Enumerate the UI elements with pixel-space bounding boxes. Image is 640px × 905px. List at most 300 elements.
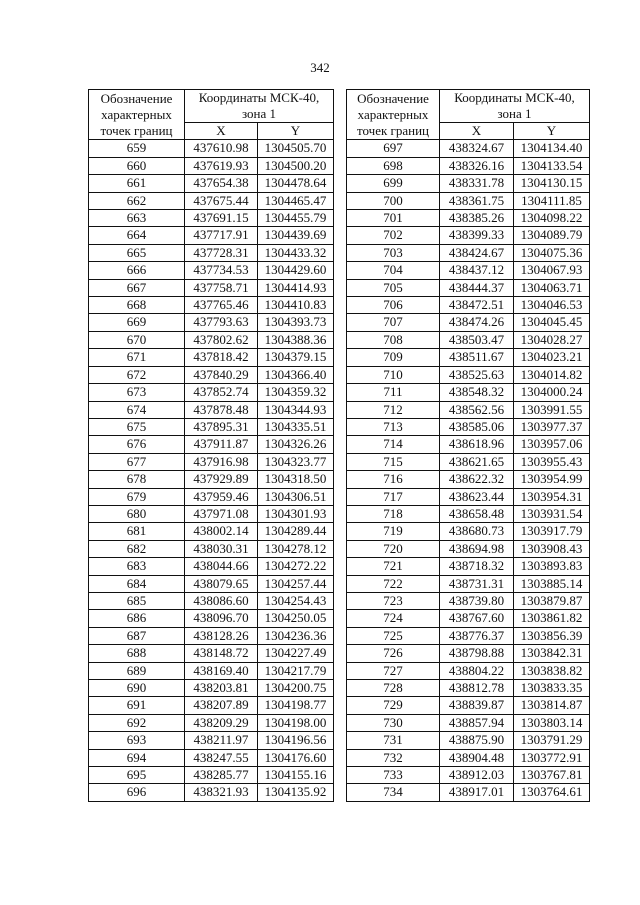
x-coordinate-cell: 437717.91 <box>185 227 258 244</box>
point-number-cell: 681 <box>89 523 185 540</box>
point-number-cell: 665 <box>89 244 185 261</box>
y-coordinate-cell: 1304028.27 <box>514 331 590 348</box>
point-number-cell: 688 <box>89 645 185 662</box>
x-coordinate-cell: 438798.88 <box>440 645 514 662</box>
y-coordinate-cell: 1304046.53 <box>514 297 590 314</box>
table-row <box>89 349 334 366</box>
y-coordinate-cell: 1304465.47 <box>258 192 334 209</box>
y-coordinate-cell: 1304023.21 <box>514 349 590 366</box>
point-number-cell: 670 <box>89 331 185 348</box>
point-number-cell: 666 <box>89 262 185 279</box>
table-row <box>89 384 334 401</box>
table-row <box>347 314 590 331</box>
y-coordinate-cell: 1304111.85 <box>514 192 590 209</box>
table-row <box>347 297 590 314</box>
x-coordinate-cell: 438917.01 <box>440 784 514 801</box>
table-row <box>89 714 334 731</box>
point-number-cell: 660 <box>89 157 185 174</box>
x-coordinate-cell: 438812.78 <box>440 680 514 697</box>
x-coordinate-cell: 438148.72 <box>185 645 258 662</box>
coordinates-table-right <box>346 89 590 802</box>
table-row <box>89 680 334 697</box>
point-number-cell: 664 <box>89 227 185 244</box>
x-coordinate-cell: 438474.26 <box>440 314 514 331</box>
table-row <box>347 418 590 435</box>
table-row <box>89 175 334 192</box>
x-coordinate-cell: 438472.51 <box>440 297 514 314</box>
y-coordinate-cell: 1303833.35 <box>514 680 590 697</box>
y-coordinate-cell: 1304014.82 <box>514 366 590 383</box>
y-coordinate-cell: 1304379.15 <box>258 349 334 366</box>
table-row <box>347 262 590 279</box>
point-number-cell: 675 <box>89 418 185 435</box>
y-column-header: Y <box>514 123 590 140</box>
point-number-cell: 712 <box>347 401 440 418</box>
x-coordinate-cell: 437610.98 <box>185 140 258 157</box>
y-coordinate-cell: 1304335.51 <box>258 418 334 435</box>
y-coordinate-cell: 1304323.77 <box>258 453 334 470</box>
point-number-cell: 725 <box>347 627 440 644</box>
point-number-cell: 733 <box>347 767 440 784</box>
y-coordinate-cell: 1303879.87 <box>514 592 590 609</box>
point-number-cell: 694 <box>89 749 185 766</box>
table-row <box>89 314 334 331</box>
y-coordinate-cell: 1303764.61 <box>514 784 590 801</box>
table-row <box>347 505 590 522</box>
table-row <box>347 680 590 697</box>
x-coordinate-cell: 438658.48 <box>440 505 514 522</box>
point-number-cell: 661 <box>89 175 185 192</box>
table-row <box>89 401 334 418</box>
x-coordinate-cell: 438548.32 <box>440 384 514 401</box>
point-number-cell: 731 <box>347 732 440 749</box>
y-coordinate-cell: 1304075.36 <box>514 244 590 261</box>
table-row <box>89 366 334 383</box>
point-number-cell: 728 <box>347 680 440 697</box>
point-number-cell: 685 <box>89 592 185 609</box>
table-row <box>347 610 590 627</box>
y-coordinate-cell: 1304301.93 <box>258 505 334 522</box>
x-coordinate-cell: 437971.08 <box>185 505 258 522</box>
y-coordinate-cell: 1304366.40 <box>258 366 334 383</box>
y-coordinate-cell: 1304067.93 <box>514 262 590 279</box>
y-coordinate-cell: 1303931.54 <box>514 505 590 522</box>
y-coordinate-cell: 1304272.22 <box>258 558 334 575</box>
table-row <box>347 140 590 157</box>
x-coordinate-cell: 437758.71 <box>185 279 258 296</box>
point-number-cell: 677 <box>89 453 185 470</box>
table-row <box>89 558 334 575</box>
table-row <box>347 749 590 766</box>
point-number-cell: 692 <box>89 714 185 731</box>
y-coordinate-cell: 1303955.43 <box>514 453 590 470</box>
point-number-cell: 706 <box>347 297 440 314</box>
y-coordinate-cell: 1303791.29 <box>514 732 590 749</box>
x-column-header: X <box>440 123 514 140</box>
point-number-cell: 713 <box>347 418 440 435</box>
y-coordinate-cell: 1303838.82 <box>514 662 590 679</box>
point-number-cell: 701 <box>347 210 440 227</box>
table-row <box>347 575 590 592</box>
table-row <box>89 471 334 488</box>
point-number-cell: 693 <box>89 732 185 749</box>
point-label-header: Обозначение характерных точек границ <box>347 90 440 140</box>
table-row <box>89 331 334 348</box>
table-row <box>89 418 334 435</box>
table-row <box>89 436 334 453</box>
y-coordinate-cell: 1304344.93 <box>258 401 334 418</box>
y-coordinate-cell: 1304429.60 <box>258 262 334 279</box>
x-coordinate-cell: 437793.63 <box>185 314 258 331</box>
y-coordinate-cell: 1303954.31 <box>514 488 590 505</box>
x-coordinate-cell: 438776.37 <box>440 627 514 644</box>
y-coordinate-cell: 1304176.60 <box>258 749 334 766</box>
x-coordinate-cell: 438503.47 <box>440 331 514 348</box>
table-body-right <box>347 140 590 801</box>
table-row <box>347 157 590 174</box>
point-number-cell: 671 <box>89 349 185 366</box>
x-coordinate-cell: 438321.93 <box>185 784 258 801</box>
y-coordinate-cell: 1303885.14 <box>514 575 590 592</box>
y-coordinate-cell: 1304200.75 <box>258 680 334 697</box>
x-coordinate-cell: 438804.22 <box>440 662 514 679</box>
x-coordinate-cell: 437929.89 <box>185 471 258 488</box>
x-coordinate-cell: 437765.46 <box>185 297 258 314</box>
x-coordinate-cell: 437840.29 <box>185 366 258 383</box>
point-number-cell: 705 <box>347 279 440 296</box>
point-number-cell: 716 <box>347 471 440 488</box>
x-coordinate-cell: 438169.40 <box>185 662 258 679</box>
table-body-left <box>89 140 334 801</box>
y-coordinate-cell: 1303957.06 <box>514 436 590 453</box>
y-coordinate-cell: 1303991.55 <box>514 401 590 418</box>
x-coordinate-cell: 438839.87 <box>440 697 514 714</box>
point-number-cell: 718 <box>347 505 440 522</box>
y-coordinate-cell: 1303814.87 <box>514 697 590 714</box>
point-number-cell: 703 <box>347 244 440 261</box>
table-row <box>347 436 590 453</box>
y-coordinate-cell: 1304000.24 <box>514 384 590 401</box>
coordinates-header: Координаты МСК-40, зона 1 <box>185 90 334 123</box>
x-coordinate-cell: 438079.65 <box>185 575 258 592</box>
point-number-cell: 708 <box>347 331 440 348</box>
table-row <box>89 645 334 662</box>
x-coordinate-cell: 438385.26 <box>440 210 514 227</box>
table-row <box>347 366 590 383</box>
point-number-cell: 730 <box>347 714 440 731</box>
y-coordinate-cell: 1303772.91 <box>514 749 590 766</box>
x-coordinate-cell: 438424.67 <box>440 244 514 261</box>
x-coordinate-cell: 438030.31 <box>185 540 258 557</box>
point-number-cell: 679 <box>89 488 185 505</box>
y-coordinate-cell: 1304289.44 <box>258 523 334 540</box>
y-coordinate-cell: 1304198.00 <box>258 714 334 731</box>
y-coordinate-cell: 1303954.99 <box>514 471 590 488</box>
y-coordinate-cell: 1304439.69 <box>258 227 334 244</box>
point-number-cell: 691 <box>89 697 185 714</box>
x-coordinate-cell: 438203.81 <box>185 680 258 697</box>
point-number-cell: 680 <box>89 505 185 522</box>
table-row <box>89 627 334 644</box>
y-coordinate-cell: 1303917.79 <box>514 523 590 540</box>
x-column-header: X <box>185 123 258 140</box>
x-coordinate-cell: 437895.31 <box>185 418 258 435</box>
table-row <box>347 401 590 418</box>
y-coordinate-cell: 1303908.43 <box>514 540 590 557</box>
x-coordinate-cell: 438331.78 <box>440 175 514 192</box>
table-row <box>89 210 334 227</box>
table-row <box>347 192 590 209</box>
y-coordinate-cell: 1304227.49 <box>258 645 334 662</box>
point-number-cell: 687 <box>89 627 185 644</box>
table-row <box>89 140 334 157</box>
y-coordinate-cell: 1304196.56 <box>258 732 334 749</box>
point-number-cell: 709 <box>347 349 440 366</box>
y-coordinate-cell: 1304433.32 <box>258 244 334 261</box>
point-label-header: Обозначение характерных точек границ <box>89 90 185 140</box>
point-number-cell: 678 <box>89 471 185 488</box>
table-row <box>347 471 590 488</box>
table-row <box>89 749 334 766</box>
x-coordinate-cell: 438399.33 <box>440 227 514 244</box>
point-number-cell: 690 <box>89 680 185 697</box>
y-coordinate-cell: 1304155.16 <box>258 767 334 784</box>
x-coordinate-cell: 438622.32 <box>440 471 514 488</box>
point-number-cell: 704 <box>347 262 440 279</box>
x-coordinate-cell: 438444.37 <box>440 279 514 296</box>
point-number-cell: 695 <box>89 767 185 784</box>
table-row <box>89 262 334 279</box>
point-number-cell: 722 <box>347 575 440 592</box>
point-number-cell: 720 <box>347 540 440 557</box>
point-number-cell: 663 <box>89 210 185 227</box>
point-number-cell: 727 <box>347 662 440 679</box>
point-number-cell: 711 <box>347 384 440 401</box>
point-number-cell: 682 <box>89 540 185 557</box>
table-row <box>89 592 334 609</box>
x-coordinate-cell: 438623.44 <box>440 488 514 505</box>
x-coordinate-cell: 437734.53 <box>185 262 258 279</box>
x-coordinate-cell: 438437.12 <box>440 262 514 279</box>
table-row <box>347 453 590 470</box>
y-coordinate-cell: 1304318.50 <box>258 471 334 488</box>
x-coordinate-cell: 438247.55 <box>185 749 258 766</box>
y-coordinate-cell: 1304045.45 <box>514 314 590 331</box>
table-row <box>89 192 334 209</box>
y-coordinate-cell: 1304089.79 <box>514 227 590 244</box>
x-coordinate-cell: 438767.60 <box>440 610 514 627</box>
page-number: 342 <box>310 60 330 75</box>
table-row <box>347 767 590 784</box>
point-number-cell: 697 <box>347 140 440 157</box>
y-coordinate-cell: 1304134.40 <box>514 140 590 157</box>
y-column-header: Y <box>258 123 334 140</box>
point-number-cell: 700 <box>347 192 440 209</box>
y-coordinate-cell: 1303861.82 <box>514 610 590 627</box>
y-coordinate-cell: 1304236.36 <box>258 627 334 644</box>
point-number-cell: 729 <box>347 697 440 714</box>
table-row <box>89 697 334 714</box>
table-row <box>89 453 334 470</box>
table-row <box>89 662 334 679</box>
x-coordinate-cell: 437619.93 <box>185 157 258 174</box>
x-coordinate-cell: 438207.89 <box>185 697 258 714</box>
x-coordinate-cell: 438324.67 <box>440 140 514 157</box>
y-coordinate-cell: 1304393.73 <box>258 314 334 331</box>
x-coordinate-cell: 438525.63 <box>440 366 514 383</box>
point-number-cell: 662 <box>89 192 185 209</box>
table-row <box>89 505 334 522</box>
x-coordinate-cell: 438096.70 <box>185 610 258 627</box>
table-row <box>89 540 334 557</box>
table-row <box>89 488 334 505</box>
point-number-cell: 702 <box>347 227 440 244</box>
x-coordinate-cell: 437691.15 <box>185 210 258 227</box>
x-coordinate-cell: 438361.75 <box>440 192 514 209</box>
point-number-cell: 683 <box>89 558 185 575</box>
y-coordinate-cell: 1304326.26 <box>258 436 334 453</box>
table-row <box>89 732 334 749</box>
table-row <box>89 297 334 314</box>
x-coordinate-cell: 438694.98 <box>440 540 514 557</box>
coordinates-header: Координаты МСК-40, зона 1 <box>440 90 590 123</box>
table-row <box>347 244 590 261</box>
y-coordinate-cell: 1304388.36 <box>258 331 334 348</box>
x-coordinate-cell: 438904.48 <box>440 749 514 766</box>
y-coordinate-cell: 1304098.22 <box>514 210 590 227</box>
point-number-cell: 732 <box>347 749 440 766</box>
table-row <box>347 227 590 244</box>
y-coordinate-cell: 1303842.31 <box>514 645 590 662</box>
y-coordinate-cell: 1304198.77 <box>258 697 334 714</box>
table-row <box>347 210 590 227</box>
table-row <box>347 488 590 505</box>
y-coordinate-cell: 1304478.64 <box>258 175 334 192</box>
point-number-cell: 684 <box>89 575 185 592</box>
y-coordinate-cell: 1304130.15 <box>514 175 590 192</box>
x-coordinate-cell: 438680.73 <box>440 523 514 540</box>
x-coordinate-cell: 438875.90 <box>440 732 514 749</box>
point-number-cell: 686 <box>89 610 185 627</box>
y-coordinate-cell: 1304278.12 <box>258 540 334 557</box>
point-number-cell: 715 <box>347 453 440 470</box>
y-coordinate-cell: 1304505.70 <box>258 140 334 157</box>
table-row <box>347 627 590 644</box>
point-number-cell: 724 <box>347 610 440 627</box>
x-coordinate-cell: 437675.44 <box>185 192 258 209</box>
x-coordinate-cell: 437911.87 <box>185 436 258 453</box>
table-row <box>89 157 334 174</box>
x-coordinate-cell: 438128.26 <box>185 627 258 644</box>
point-number-cell: 726 <box>347 645 440 662</box>
x-coordinate-cell: 438718.32 <box>440 558 514 575</box>
x-coordinate-cell: 438044.66 <box>185 558 258 575</box>
table-row <box>347 784 590 801</box>
x-coordinate-cell: 438731.31 <box>440 575 514 592</box>
table-row <box>347 592 590 609</box>
x-coordinate-cell: 438857.94 <box>440 714 514 731</box>
table-row <box>89 784 334 801</box>
x-coordinate-cell: 438209.29 <box>185 714 258 731</box>
y-coordinate-cell: 1304359.32 <box>258 384 334 401</box>
y-coordinate-cell: 1303803.14 <box>514 714 590 731</box>
x-coordinate-cell: 438912.03 <box>440 767 514 784</box>
x-coordinate-cell: 437852.74 <box>185 384 258 401</box>
table-row <box>89 279 334 296</box>
point-number-cell: 689 <box>89 662 185 679</box>
table-row <box>89 575 334 592</box>
y-coordinate-cell: 1304250.05 <box>258 610 334 627</box>
point-number-cell: 699 <box>347 175 440 192</box>
x-coordinate-cell: 438618.96 <box>440 436 514 453</box>
table-row <box>347 331 590 348</box>
x-coordinate-cell: 438326.16 <box>440 157 514 174</box>
y-coordinate-cell: 1303977.37 <box>514 418 590 435</box>
x-coordinate-cell: 437916.98 <box>185 453 258 470</box>
x-coordinate-cell: 437959.46 <box>185 488 258 505</box>
x-coordinate-cell: 438511.67 <box>440 349 514 366</box>
x-coordinate-cell: 437802.62 <box>185 331 258 348</box>
x-coordinate-cell: 437728.31 <box>185 244 258 261</box>
point-number-cell: 698 <box>347 157 440 174</box>
y-coordinate-cell: 1304500.20 <box>258 157 334 174</box>
point-number-cell: 723 <box>347 592 440 609</box>
y-coordinate-cell: 1304306.51 <box>258 488 334 505</box>
point-number-cell: 721 <box>347 558 440 575</box>
table-row <box>347 279 590 296</box>
point-number-cell: 734 <box>347 784 440 801</box>
point-number-cell: 668 <box>89 297 185 314</box>
x-coordinate-cell: 438562.56 <box>440 401 514 418</box>
x-coordinate-cell: 437878.48 <box>185 401 258 418</box>
y-coordinate-cell: 1303767.81 <box>514 767 590 784</box>
point-number-cell: 669 <box>89 314 185 331</box>
table-row <box>347 558 590 575</box>
y-coordinate-cell: 1304455.79 <box>258 210 334 227</box>
point-number-cell: 673 <box>89 384 185 401</box>
table-row <box>89 227 334 244</box>
table-row <box>347 732 590 749</box>
table-row <box>347 697 590 714</box>
y-coordinate-cell: 1304063.71 <box>514 279 590 296</box>
table-row <box>347 523 590 540</box>
x-coordinate-cell: 438739.80 <box>440 592 514 609</box>
table-row <box>89 523 334 540</box>
table-row <box>89 767 334 784</box>
x-coordinate-cell: 438285.77 <box>185 767 258 784</box>
point-number-cell: 707 <box>347 314 440 331</box>
point-number-cell: 714 <box>347 436 440 453</box>
point-number-cell: 659 <box>89 140 185 157</box>
x-coordinate-cell: 438086.60 <box>185 592 258 609</box>
point-number-cell: 667 <box>89 279 185 296</box>
table-row <box>347 714 590 731</box>
y-coordinate-cell: 1304414.93 <box>258 279 334 296</box>
y-coordinate-cell: 1304257.44 <box>258 575 334 592</box>
coordinates-table-left <box>88 89 334 802</box>
table-row <box>347 645 590 662</box>
table-row <box>347 175 590 192</box>
y-coordinate-cell: 1304217.79 <box>258 662 334 679</box>
table-row <box>347 540 590 557</box>
point-number-cell: 719 <box>347 523 440 540</box>
table-row <box>89 244 334 261</box>
point-number-cell: 676 <box>89 436 185 453</box>
point-number-cell: 710 <box>347 366 440 383</box>
table-row <box>347 349 590 366</box>
point-number-cell: 696 <box>89 784 185 801</box>
x-coordinate-cell: 438585.06 <box>440 418 514 435</box>
